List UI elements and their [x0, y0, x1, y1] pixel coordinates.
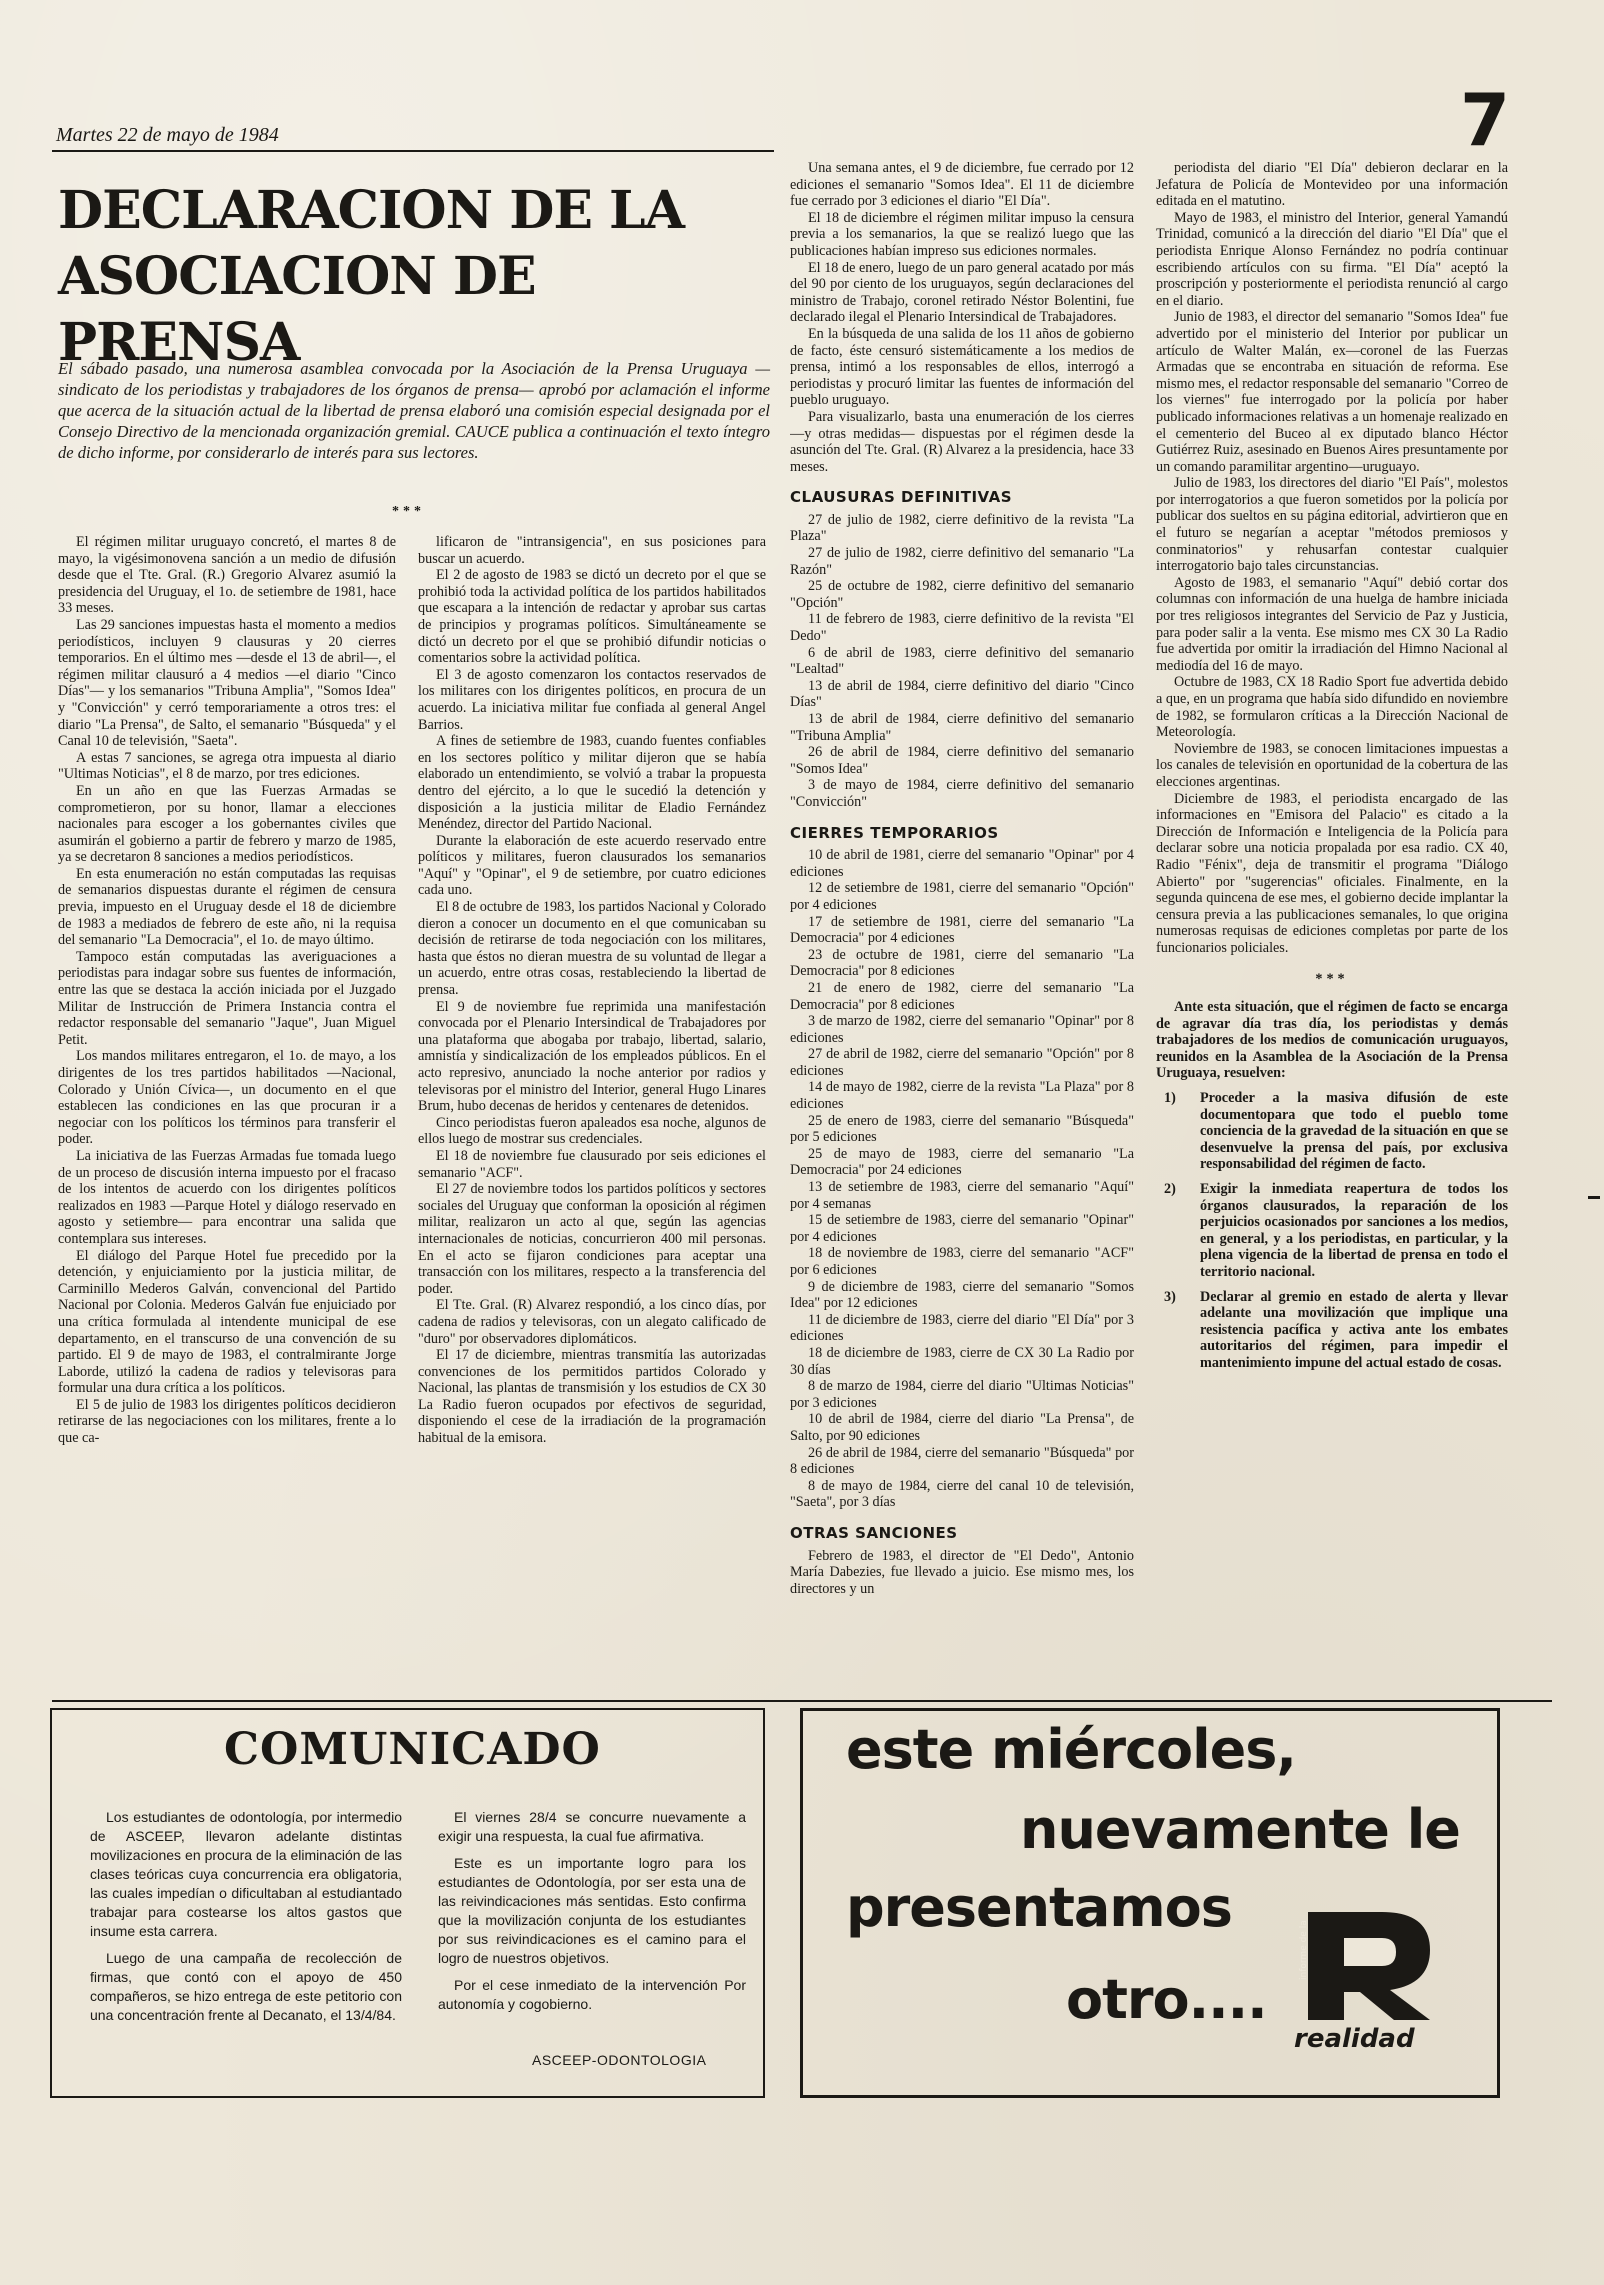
cierre-entry: 9 de diciembre de 1983, cierre del semanario "Somos Idea" por 12 ediciones	[790, 1278, 1134, 1312]
article-paragraph: El 9 de noviembre fue reprimida una manifestación convocada por el Plenario Intersindical de Trabajadores por una plataforma que abogaba por trabajo, libertad, salario, amnistía y sindicalización de los empleados públicos. En el acto represivo, anunciado la noche anterior por radios y televisoras por el ministro del Interior, general Hugo Linares Brum, hubo decenas de heridos y centenares de detenidos.	[418, 998, 766, 1115]
cierre-entry: 27 de abril de 1982, cierre del semanario "Opción" por 8 ediciones	[790, 1046, 1134, 1079]
article-paragraph: El 17 de diciembre, mientras transmitía las autorizadas convenciones de los permitidos partidos Colorado y Nacional, las plantas de transmisión y los estudios de CX 30 La Radio fueron ocupados por efectivos de seguridad, disponiendo el cese de la irradiación de la programación habitual de la emisora.	[418, 1347, 766, 1447]
cierre-entry: 10 de abril de 1981, cierre del semanario "Opinar" por 4 ediciones	[790, 847, 1134, 880]
article-paragraph: El diálogo del Parque Hotel fue precedido por la detención, y enjuiciamiento por la justicia militar, de Carminillo Mederos Galván, convencional del Partido Nacional por Colonia. Mederos Galván fue enjuiciado por una crítica formulada al intendente municipal de ese departamento, en el transcurso de una convención de su partido. El 9 de mayo de 1983, el contralmirante Jorge Laborde, utilizó la cadena de radios y televisoras para formular una dura crítica a los políticos.	[58, 1247, 396, 1397]
resolution-text: Exigir la inmediata reapertura de todos los órganos clausurados, la reparación de los perjuicios ocasionados por sanciones a los medios, en general, y a los periodistas, en particular, y la plena vigencia de la libertad de prensa en todo el territorio nacional.	[1200, 1181, 1508, 1280]
resolution-number: 1)	[1164, 1090, 1176, 1107]
ad-line-1: este miércoles,	[846, 1718, 1296, 1781]
article-paragraph: En esta enumeración no están computadas las requisas de semanarios dispuestas durante el régimen de censura previa, impuesto en el Uruguay desde el 18 de diciembre de 1983 a mediados de febrero de este año, ni la requisa del semanario "La Democracia", el 1o. de mayo último.	[58, 865, 396, 949]
resolution-item	[1156, 1181, 1508, 1281]
cierre-entry: 21 de enero de 1982, cierre del semanario "La Democracia" por 8 ediciones	[790, 979, 1134, 1013]
article-paragraph: Noviembre de 1983, se conocen limitaciones impuestas a los canales de televisión en oportunidad de la cobertura de las elecciones argentinas.	[1156, 740, 1508, 790]
article-paragraph: El 8 de octubre de 1983, los partidos Nacional y Colorado dieron a conocer un documento en el que comunicaban su decisión de retirarse de toda negociación con los militares, hasta que éstos no dieran muestra de su voluntad de llegar a un acuerdo, entre otras cosas, restableciendo la libertad de prensa.	[418, 899, 766, 999]
otras-heading: OTRAS SANCIONES	[790, 1523, 958, 1542]
article-column-4	[1156, 160, 1508, 1694]
cierre-entry: 14 de mayo de 1982, cierre de la revista "La Plaza" por 8 ediciones	[790, 1079, 1134, 1113]
cierre-entry: 3 de marzo de 1982, cierre del semanario "Opinar" por 8 ediciones	[790, 1013, 1134, 1046]
article-paragraph: Durante la elaboración de este acuerdo reservado entre políticos y militares, fueron clausurados los semanarios "Aquí" y "Opinar", el 9 de setiembre, por cuatro ediciones cada uno.	[418, 832, 766, 899]
article-paragraph: A fines de setiembre de 1983, cuando fuentes confiables en los sectores político y militar dijeron que se había elaborado un entendimiento, se volvió a trabar la propuesta dentro del ejército, a lo que le sucedió la detención y disposición a la justicia militar de Eladio Fernández Menéndez, director del Partido Nacional.	[418, 733, 766, 833]
realidad-logo-label: realidad	[1294, 2024, 1415, 2054]
cierre-entry: 25 de enero de 1983, cierre del semanario "Búsqueda" por 5 ediciones	[790, 1112, 1134, 1146]
article-column-3	[790, 160, 1134, 1694]
section-rule	[52, 1700, 1552, 1702]
clausura-entry: 27 de julio de 1982, cierre definitivo del semanario "La Razón"	[790, 545, 1134, 578]
clausuras-heading: CLAUSURAS DEFINITIVAS	[790, 488, 1013, 507]
clausura-entry: 27 de julio de 1982, cierre definitivo de la revista "La Plaza"	[790, 511, 1134, 545]
cierre-entry: 18 de diciembre de 1983, cierre de CX 30 La Radio por 30 días	[790, 1344, 1134, 1378]
resolution-number: 2)	[1164, 1181, 1176, 1198]
article-paragraph: El 18 de enero, luego de un paro general acatado por más del 90 por ciento de los uruguayos, según declaraciones del ministro de Trabajo, coronel retirado Néstor Bolentini, fue declarado ilegal el Plenario Intersindical de Trabajadores.	[790, 259, 1134, 326]
headline-line-1: DECLARACION DE LA	[58, 180, 684, 241]
cierre-entry: 12 de setiembre de 1981, cierre del semanario "Opción" por 4 ediciones	[790, 880, 1134, 913]
resolution-item	[1156, 1289, 1508, 1372]
article-paragraph: Tampoco están computadas las averiguaciones a periodistas para indagar sobre sus fuentes de información, entre las que se destaca la acción iniciada por el Juzgado Militar de Instrucción de Primera Instancia contra el redactor responsable del semanario "Jaque", Juan Miguel Petit.	[58, 948, 396, 1048]
article-paragraph: El 5 de julio de 1983 los dirigentes políticos decidieron retirarse de las negociaciones con los militares, frente a lo que ca-	[58, 1396, 396, 1447]
cierre-entry: 13 de setiembre de 1983, cierre del semanario "Aquí" por 4 semanas	[790, 1179, 1134, 1212]
issue-date: Martes 22 de mayo de 1984	[56, 124, 279, 146]
article-column-2	[418, 534, 766, 1692]
article-paragraph: lificaron de "intransigencia", en sus posiciones para buscar un acuerdo.	[418, 534, 766, 567]
article-headline	[58, 178, 758, 376]
otras-list	[790, 1548, 1134, 1598]
clausura-entry: 11 de febrero de 1983, cierre definitivo de la revista "El Dedo"	[790, 611, 1134, 645]
article-paragraph: El 3 de agosto comenzaron los contactos reservados de los militares con los dirigentes políticos, en procura de un acuerdo. La iniciativa militar fue confiada al general Angel Barrios.	[418, 666, 766, 733]
cierre-entry: 17 de setiembre de 1981, cierre del semanario "La Democracia" por 4 ediciones	[790, 913, 1134, 947]
article-paragraph: Agosto de 1983, el semanario "Aquí" debió cortar dos columnas con información de una huelga de hambre iniciada por tres religiosos integrantes del Servicio de Paz y Justicia, para poder salir a la venta. Ese mismo mes CX 30 La Radio fue advertida por omitir la irradiación del Himno Nacional al mediodía del 16 de mayo.	[1156, 574, 1508, 674]
comunicado-paragraph: Luego de una campaña de recolección de firmas, que contó con el apoyo de 450 compañeros, se hizo entrega de este petitorio con una concentración frente al Decanato, el 13/4/84.	[90, 1950, 402, 2023]
resolution-number: 3)	[1164, 1288, 1176, 1305]
cierre-entry: 25 de mayo de 1983, cierre del semanario "La Democracia" por 24 ediciones	[790, 1145, 1134, 1179]
page-number: 7	[1460, 78, 1511, 162]
cierre-entry: 11 de diciembre de 1983, cierre del diario "El Día" por 3 ediciones	[790, 1311, 1134, 1345]
article-paragraph: Julio de 1983, los directores del diario "El País", molestos por interrogatorios a que fueron sometidos por la policía por publicar dos sueltos en su página editorial, advirtieron que en el futuro se negarían a aceptar "métodos premiosos y conminatorios" y rehusarfan contestar cualquier interrogatorio bajo tales circunstancias.	[1156, 475, 1508, 575]
margin-mark	[1588, 1196, 1600, 1199]
cierres-heading: CIERRES TEMPORARIOS	[790, 823, 999, 842]
article-column-1	[58, 534, 396, 1692]
article-paragraph: Las 29 sanciones impuestas hasta el momento a medios periodísticos, incluyen 9 clausuras y 20 cierres temporarios. En el último mes —desde el 13 de abril—, el régimen militar clausuró a 4 medios —el diario "Cinco Días"— y los semanarios "Tribuna Amplia", "Somos Idea" y "Convicción" y cerró temporariamente a otros tres: el diario "La Prensa", de Salto, el semanario "Búsqueda" y el Canal 10 de televisión, "Saeta".	[58, 616, 396, 750]
comunicado-paragraph: Por el cese inmediato de la intervención Por autonomía y cogobierno.	[438, 1977, 746, 2012]
comunicado-left-column	[90, 1808, 402, 2033]
article-paragraph: Diciembre de 1983, el periodista encargado de las informaciones en "Emisora del Palacio" es citado a la Dirección de Información e Inteligencia de la Policía para declarar sobre una noticia propalada por esa radio. CX 40, Radio "Fénix", deja de transmitir el programa "Diálogo Abierto" por "sugerencias" oficiales. Finalmente, en la segunda quincena de ese mes, el gobierno decide implantar la censura previa a las publicaciones semanales, lo que origina numerosas requisas de ediciones completas por parte de los funcionarios policiales.	[1156, 790, 1508, 956]
article-paragraph: Febrero de 1983, el director de "El Dedo", Antonio María Dabezies, fue llevado a juicio. Ese mismo mes, los directores y un	[790, 1547, 1134, 1597]
article-paragraph: El 27 de noviembre todos los partidos políticos y sectores sociales del Uruguay que conforman la oposición al régimen militar, realizaron un acto al que, según las agencias internacionales de noticias, concurrieron 400 mil personas. En el acto se fijaron condiciones para aceptar una transacción con los militares, respecto a la transferencia del poder.	[418, 1181, 766, 1297]
article-paragraph: Mayo de 1983, el ministro del Interior, general Yamandú Trinidad, comunicó a la dirección del diario "El Día" que el periodista Enrique Alonso Fernández no podría continuar escribiendo artículos con su firma. "El Día" aceptó la proscripción y posteriormente el periodista renunció al cargo en el diario.	[1156, 209, 1508, 309]
clausura-entry: 6 de abril de 1983, cierre definitivo del semanario "Lealtad"	[790, 644, 1134, 678]
article-paragraph: Junio de 1983, el director del semanario "Somos Idea" fue advertido por el ministerio del Interior por publicar un artículo de Walter Malán, ex—coronel de las Fuerzas Armadas que se encontraba en situación de reforma. Ese mismo mes, el redactor responsable del semanario "Correo de los viernes" fue interrogado por la policía por haber publicado informaciones relativas a un homenaje realizado en el cementerio del Buceo al ex diputado blanco Héctor Gutiérrez Ruiz, asesinado en Buenos Aires presuntamente por un comando paramilitar argentino—uruguayo.	[1156, 309, 1508, 475]
comunicado-paragraph: Los estudiantes de odontología, por intermedio de ASCEEP, llevaron adelante distintas movilizaciones en procura de la eliminación de las clases teóricas cuya concurrencia era obligatoria, las cuales impedían o dificultaban al estudiantado trabajar para costearse los altos gastos que insume esta carrera.	[90, 1809, 402, 1939]
comunicado-signature: ASCEEP-ODONTOLOGIA	[532, 2052, 707, 2068]
resolution-text: Declarar al gremio en estado de alerta y llevar adelante una movilización que implique una resistencia pacífica y activa ante los embates autoritarios del régimen, para impedir el mantenimiento impune del actual estado de cosas.	[1200, 1288, 1508, 1371]
comunicado-paragraph: Este es un importante logro para los estudiantes de Odontología, por ser esta una de las reivindicaciones más sentidas. Esto confirma que la movilización conjunta de los estudiantes por sus reivindicaciones es el camino para el logro de nuestros objetivos.	[438, 1855, 746, 1966]
article-paragraph: El régimen militar uruguayo concretó, el martes 8 de mayo, la vigésimonovena sanción a un medio de difusión desde que el Tte. Gral. (R.) Gregorio Alvarez asumió la presidencia del Uruguay, el 1o. de setiembre de 1981, hace 33 meses.	[58, 534, 396, 617]
article-lead: El sábado pasado, una numerosa asamblea convocada por la Asociación de la Prensa Uruguaya —sindicato de los periodistas y trabajadores de los órganos de prensa— aprobó por aclamación el informe que acerca de la situación actual de la libertad de prensa elaboró una comisión especial designada por el Consejo Directivo de la mencionada organización gremial. CAUCE publica a continuación el texto íntegro de dicho informe, por considerarlo de interés para sus lectores.	[58, 359, 770, 462]
cierre-entry: 18 de noviembre de 1983, cierre del semanario "ACF" por 6 ediciones	[790, 1245, 1134, 1278]
article-paragraph: En la búsqueda de una salida de los 11 años de gobierno de facto, éste censuró sistemáticamente a los medios de prensa, intimó a los responsables de ellos, interrogó a periodistas y procuró limitar las fuentes de información del pueblo uruguayo.	[790, 325, 1134, 409]
clausura-entry: 13 de abril de 1984, cierre definitivo del semanario "Tribuna Amplia"	[790, 711, 1134, 744]
article-paragraph: En un año en que las Fuerzas Armadas se comprometieron, por su honor, llamar a elecciones nacionales para escoger a los gobernantes civiles que asumirán el gobierno a partir de febrero y marzo de 1985, ya se decretaron 8 sanciones a medios periodísticos.	[58, 782, 396, 866]
cierres-list	[790, 847, 1134, 1511]
cierre-entry: 26 de abril de 1984, cierre del semanario "Búsqueda" por 8 ediciones	[790, 1444, 1134, 1478]
article-paragraph: El Tte. Gral. (R) Alvarez respondió, a los cinco días, por cadena de radios y televisoras, con un alegato calificado de "duro" por observadores diplomáticos.	[418, 1297, 766, 1347]
column-4-body	[1156, 160, 1508, 957]
article-paragraph: Una semana antes, el 9 de diciembre, fue cerrado por 12 ediciones el semanario "Somos Idea". El 11 de diciembre fue cerrado por 3 ediciones el diario "El Día".	[790, 160, 1134, 210]
ad-line-4: otro....	[1066, 1968, 1267, 2031]
article-paragraph: Para visualizarlo, basta una enumeración de los cierres —y otras medidas— dispuestas por el régimen desde la asunción del Tte. Gral. (R) Alvarez a la presidencia, hace 33 meses.	[790, 408, 1134, 475]
resolution-item	[1156, 1090, 1508, 1173]
article-paragraph: Octubre de 1983, CX 18 Radio Sport fue advertida debido a que, en un programa que había sido difundido en noviembre de 1982, se formularon críticas a la Dirección Nacional de Meteorología.	[1156, 674, 1508, 741]
article-paragraph: El 18 de noviembre fue clausurado por seis ediciones el semanario "ACF".	[418, 1147, 766, 1181]
clausura-entry: 13 de abril de 1984, cierre definitivo del diario "Cinco Días"	[790, 677, 1134, 711]
article-paragraph: El 18 de diciembre el régimen militar impuso la censura previa a los semanarios, la que se realizó luego que las publicaciones habían impreso sus ediciones normales.	[790, 209, 1134, 259]
comunicado-right-column	[438, 1808, 746, 2022]
section-separator: ***	[392, 504, 425, 519]
clausuras-list	[790, 512, 1134, 811]
ad-line-2: nuevamente le	[1020, 1798, 1460, 1861]
comunicado-paragraph: El viernes 28/4 se concurre nuevamente a exigir una respuesta, la cual fue afirmativa.	[438, 1809, 746, 1844]
resolutions-list	[1156, 1090, 1508, 1372]
cierre-entry: 15 de setiembre de 1983, cierre del semanario "Opinar" por 4 ediciones	[790, 1212, 1134, 1245]
comunicado-title: COMUNICADO	[224, 1724, 601, 1775]
clausura-entry: 25 de octubre de 1982, cierre definitivo del semanario "Opción"	[790, 578, 1134, 611]
clausura-entry: 26 de abril de 1984, cierre definitivo del semanario "Somos Idea"	[790, 744, 1134, 777]
article-paragraph: El 2 de agosto de 1983 se dictó un decreto por el que se prohibió toda la actividad política de los partidos habilitados que escapara a la intención de redactar y aprobar sus cartas de principios y programas políticos. Simultáneamente se dictó un decreto por el que se prohibió difundir noticias o comentarios sobre la actividad política.	[418, 567, 766, 667]
article-paragraph: La iniciativa de las Fuerzas Armadas fue tomada luego de un proceso de discusión interna impuesto por el fracaso de los intentos de acuerdo con los dirigentes políticos realizados en 1983 —Parque Hotel y diálogo reservado en agosto y setiembre— para encontrar una salida que contemplara sus intereses.	[58, 1147, 396, 1247]
clausura-entry: 3 de mayo de 1984, cierre definitivo del semanario "Convicción"	[790, 777, 1134, 810]
closing-separator: ***	[1315, 970, 1349, 987]
ad-line-3: presentamos	[846, 1876, 1232, 1939]
article-paragraph: A estas 7 sanciones, se agrega otra impuesta al diario "Ultimas Noticias", el 8 de marzo, por tres ediciones.	[58, 749, 396, 783]
header-rule	[52, 150, 774, 152]
logo-small-text: informe de la	[1299, 1920, 1309, 1980]
headline-line-2: ASOCIACION DE PRENSA	[58, 246, 536, 373]
closing-paragraph: Ante esta situación, que el régimen de facto se encarga de agravar día tras día, los periodistas y demás trabajadores de los medios de comunicación uruguayos, reunidos en la Asamblea de la Asociación de la Prensa Uruguaya, resuelven:	[1156, 999, 1508, 1082]
cierre-entry: 8 de marzo de 1984, cierre del diario "Ultimas Noticias" por 3 ediciones	[790, 1378, 1134, 1411]
article-paragraph: Cinco periodistas fueron apaleados esa noche, algunos de ellos luego de mostrar sus credenciales.	[418, 1114, 766, 1148]
article-paragraph: periodista del diario "El Día" debieron declarar en la Jefatura de Policía de Montevideo por una información editada en el matutino.	[1156, 160, 1508, 210]
article-paragraph: Los mandos militares entregaron, el 1o. de mayo, a los dirigentes de los tres partidos habilitados —Nacional, Colorado y Unión Cívica—, un documento en el que establecen las condiciones en las que procuran ir a negociar con los políticos los términos para transferir el poder.	[58, 1048, 396, 1148]
cierre-entry: 23 de octubre de 1981, cierre del semanario "La Democracia" por 8 ediciones	[790, 946, 1134, 980]
column-3-intro	[790, 160, 1134, 475]
cierre-entry: 10 de abril de 1984, cierre del diario "La Prensa", de Salto, por 90 ediciones	[790, 1411, 1134, 1444]
cierre-entry: 8 de mayo de 1984, cierre del canal 10 de televisión, "Saeta", por 3 días	[790, 1477, 1134, 1511]
resolution-text: Proceder a la masiva difusión de este documentopara que todo el pueblo tome conciencia de la gravedad de la situación en que se desenvuelve la prensa del país, por exclusiva responsabilidad del régimen de facto.	[1200, 1090, 1508, 1173]
